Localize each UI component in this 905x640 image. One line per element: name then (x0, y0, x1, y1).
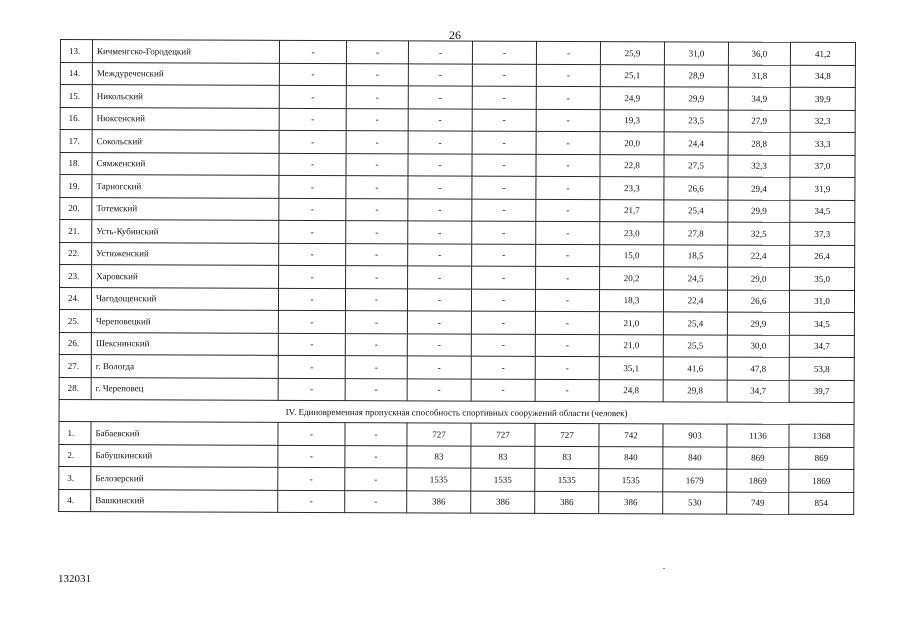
value-cell: 32,3 (728, 155, 790, 178)
value-cell: 386 (599, 491, 663, 514)
row-number: 27. (59, 354, 91, 377)
value-cell: - (472, 131, 536, 154)
table-row (59, 309, 854, 335)
value-cell: - (345, 378, 407, 401)
value-cell: - (346, 221, 408, 244)
value-cell: 83 (535, 446, 599, 469)
table-row (60, 220, 855, 246)
value-cell: - (471, 379, 535, 402)
value-cell: - (536, 131, 600, 154)
value-cell: - (407, 356, 471, 379)
value-cell: 41,2 (790, 42, 855, 65)
capacity-rows (59, 421, 854, 514)
value-cell: - (536, 41, 600, 64)
value-cell: 727 (471, 423, 535, 446)
value-cell: - (345, 288, 407, 311)
row-number: 23. (60, 265, 92, 288)
value-cell: - (346, 131, 408, 154)
value-cell: - (278, 490, 345, 513)
value-cell: - (345, 445, 407, 468)
value-cell: - (472, 199, 536, 222)
row-number: 28. (59, 377, 91, 400)
table-row (60, 85, 855, 111)
value-cell: - (408, 108, 472, 131)
value-cell: 23,5 (664, 109, 728, 132)
table-row (59, 444, 854, 470)
district-name: Никольский (92, 85, 279, 108)
value-cell: 34,5 (789, 312, 854, 335)
value-cell: 530 (663, 491, 727, 514)
table-row (60, 130, 855, 156)
district-name: Кичменгско-Городецкий (92, 40, 279, 63)
value-cell: - (471, 289, 535, 312)
value-cell: 32,5 (728, 222, 790, 245)
value-cell: 25,4 (663, 312, 727, 335)
value-cell: 869 (789, 447, 854, 470)
value-cell: - (345, 423, 407, 446)
value-cell: - (278, 422, 345, 445)
value-cell: 840 (663, 446, 727, 469)
value-cell: 1679 (663, 469, 727, 492)
district-name: Тотемский (92, 197, 279, 220)
value-cell: 25,4 (664, 199, 728, 222)
table-row (59, 354, 854, 380)
table-row (59, 421, 854, 447)
value-cell: 29,0 (728, 267, 790, 290)
value-cell: - (408, 221, 472, 244)
data-table (58, 39, 856, 515)
district-name: Сямженский (92, 152, 279, 175)
value-cell: - (346, 243, 408, 266)
value-cell: 29,9 (728, 200, 790, 223)
value-cell: 33,3 (790, 132, 855, 155)
value-cell: - (472, 266, 536, 289)
value-cell: - (408, 153, 472, 176)
value-cell: - (536, 154, 600, 177)
row-number: 25. (59, 309, 91, 332)
value-cell: - (471, 334, 535, 357)
value-cell: 37,0 (790, 155, 855, 178)
value-cell: 83 (407, 445, 471, 468)
value-cell: - (279, 198, 346, 221)
value-cell: 29,9 (727, 312, 789, 335)
value-cell: 386 (471, 491, 535, 514)
value-cell: - (535, 289, 599, 312)
table-row (60, 265, 855, 291)
value-cell: - (279, 220, 346, 243)
district-rows (59, 40, 855, 403)
value-cell: 22,4 (728, 245, 790, 268)
value-cell: 26,4 (790, 245, 855, 268)
value-cell: 869 (727, 447, 789, 470)
value-cell: 34,5 (790, 200, 855, 223)
value-cell: 21,0 (599, 334, 663, 357)
table-row (59, 332, 854, 358)
value-cell: 53,8 (789, 357, 854, 380)
value-cell: - (536, 199, 600, 222)
value-cell: 31,9 (790, 177, 855, 200)
row-number: 21. (60, 220, 92, 243)
value-cell: - (472, 109, 536, 132)
row-number: 4. (59, 489, 91, 512)
value-cell: - (279, 265, 346, 288)
value-cell: 39,9 (790, 87, 855, 110)
value-cell: - (408, 63, 472, 86)
table-row (60, 242, 855, 268)
district-name: Вашкинский (91, 489, 278, 512)
table-row (59, 489, 854, 515)
value-cell: 35,1 (599, 357, 663, 380)
value-cell: - (536, 221, 600, 244)
value-cell: - (346, 41, 408, 64)
value-cell: - (346, 266, 408, 289)
value-cell: 22,8 (600, 154, 664, 177)
value-cell: 386 (535, 491, 599, 514)
value-cell: - (471, 311, 535, 334)
value-cell: - (536, 86, 600, 109)
value-cell: 25,1 (600, 64, 664, 87)
value-cell: - (536, 176, 600, 199)
value-cell: 25,5 (663, 334, 727, 357)
value-cell: 1535 (471, 468, 535, 491)
district-name: Тарногский (92, 175, 279, 198)
value-cell: 1368 (789, 424, 854, 447)
value-cell: 29,8 (663, 379, 727, 402)
value-cell: 840 (599, 446, 663, 469)
value-cell: - (408, 131, 472, 154)
value-cell: 27,9 (728, 110, 790, 133)
value-cell: 29,4 (728, 177, 790, 200)
value-cell: 39,7 (789, 380, 854, 403)
row-number: 26. (59, 332, 91, 355)
row-number: 22. (60, 242, 92, 265)
section-header-row (59, 399, 854, 424)
value-cell: - (279, 108, 346, 131)
value-cell: 26,6 (727, 290, 789, 313)
district-name: Устюженский (92, 242, 279, 265)
value-cell: - (536, 244, 600, 267)
scan-speck (663, 568, 665, 569)
value-cell: 1535 (407, 468, 471, 491)
district-name: Чагодощенский (91, 287, 278, 310)
value-cell: - (472, 244, 536, 267)
value-cell: - (279, 243, 346, 266)
row-number: 15. (60, 85, 92, 108)
value-cell: 34,7 (789, 335, 854, 358)
value-cell: 26,6 (664, 177, 728, 200)
value-cell: 32,3 (790, 110, 855, 133)
value-cell: - (345, 333, 407, 356)
value-cell: 35,0 (790, 267, 855, 290)
value-cell: 41,6 (663, 357, 727, 380)
table-row (60, 175, 855, 201)
value-cell: 18,3 (599, 289, 663, 312)
value-cell: - (346, 198, 408, 221)
value-cell: - (408, 86, 472, 109)
value-cell: 23,0 (600, 222, 664, 245)
value-cell: 23,3 (600, 177, 664, 200)
value-cell: 34,7 (727, 380, 789, 403)
table-row (60, 197, 855, 223)
value-cell: - (535, 379, 599, 402)
value-cell: 83 (471, 446, 535, 469)
value-cell: - (278, 378, 345, 401)
value-cell: - (472, 64, 536, 87)
section-title: IV. Единовременная пропускная способность спортивных сооружений области (человек) (59, 399, 854, 424)
row-number: 14. (60, 62, 92, 85)
value-cell: - (346, 63, 408, 86)
value-cell: - (407, 288, 471, 311)
value-cell: - (536, 64, 600, 87)
value-cell: - (346, 176, 408, 199)
district-name: Череповецкий (91, 310, 278, 333)
value-cell: 29,9 (664, 87, 728, 110)
value-cell: - (407, 378, 471, 401)
value-cell: 36,0 (728, 42, 790, 65)
row-number: 2. (59, 444, 91, 467)
value-cell: - (536, 109, 600, 132)
value-cell: 903 (663, 424, 727, 447)
value-cell: - (278, 355, 345, 378)
table-row (59, 466, 854, 492)
value-cell: 31,0 (789, 290, 854, 313)
district-name: г. Вологда (91, 355, 278, 378)
value-cell: 742 (599, 424, 663, 447)
value-cell: - (346, 108, 408, 131)
value-cell: 31,8 (728, 65, 790, 88)
value-cell: - (407, 311, 471, 334)
table-row (59, 377, 854, 403)
district-name: г. Череповец (91, 377, 278, 400)
row-number: 20. (60, 197, 92, 220)
value-cell: - (472, 154, 536, 177)
district-name: Нюксенский (92, 107, 279, 130)
value-cell: 34,8 (790, 65, 855, 88)
value-cell: 37,3 (790, 222, 855, 245)
district-name: Белозерский (91, 467, 278, 490)
value-cell: - (471, 356, 535, 379)
page-number: 26 (449, 28, 461, 42)
row-number: 19. (60, 175, 92, 198)
value-cell: 27,5 (664, 154, 728, 177)
table-row (60, 62, 855, 88)
district-name: Междуреченский (92, 62, 279, 85)
value-cell: 28,8 (728, 132, 790, 155)
value-cell: - (278, 333, 345, 356)
value-cell: 386 (407, 490, 471, 513)
row-number: 13. (60, 40, 92, 63)
value-cell: - (345, 490, 407, 513)
row-number: 24. (59, 287, 91, 310)
value-cell: - (408, 176, 472, 199)
value-cell: 24,8 (599, 379, 663, 402)
row-number: 17. (60, 130, 92, 153)
value-cell: - (472, 41, 536, 64)
table-row (60, 152, 855, 178)
value-cell: 1535 (599, 469, 663, 492)
value-cell: 1136 (727, 424, 789, 447)
value-cell: - (346, 153, 408, 176)
value-cell: - (278, 288, 345, 311)
row-number: 1. (59, 421, 91, 444)
value-cell: 30,0 (727, 335, 789, 358)
value-cell: - (279, 63, 346, 86)
value-cell: - (346, 86, 408, 109)
district-name: Бабаевский (91, 422, 278, 445)
value-cell: 47,8 (727, 357, 789, 380)
value-cell: - (536, 266, 600, 289)
value-cell: 27,8 (664, 222, 728, 245)
value-cell: - (345, 356, 407, 379)
value-cell: - (345, 468, 407, 491)
value-cell: - (279, 40, 346, 63)
value-cell: 28,9 (664, 64, 728, 87)
value-cell: - (408, 198, 472, 221)
value-cell: 25,9 (600, 42, 664, 65)
value-cell: 1869 (727, 469, 789, 492)
row-number: 18. (60, 152, 92, 175)
value-cell: 24,9 (600, 87, 664, 110)
value-cell: 1535 (535, 468, 599, 491)
value-cell: 31,0 (664, 42, 728, 65)
district-name: Сокольский (92, 130, 279, 153)
value-cell: 749 (727, 492, 789, 515)
value-cell: - (535, 311, 599, 334)
value-cell: 24,5 (664, 267, 728, 290)
value-cell: 34,9 (728, 87, 790, 110)
district-name: Усть-Кубинский (92, 220, 279, 243)
row-number: 16. (60, 107, 92, 130)
table-row (60, 107, 855, 133)
value-cell: 21,7 (600, 199, 664, 222)
value-cell: - (278, 445, 345, 468)
value-cell: - (472, 176, 536, 199)
value-cell: - (472, 221, 536, 244)
value-cell: 20,0 (600, 132, 664, 155)
value-cell: - (408, 243, 472, 266)
value-cell: 22,4 (663, 289, 727, 312)
value-cell: 727 (535, 423, 599, 446)
row-number: 3. (59, 466, 91, 489)
value-cell: 19,3 (600, 109, 664, 132)
value-cell: - (279, 175, 346, 198)
value-cell: - (535, 334, 599, 357)
value-cell: - (278, 467, 345, 490)
value-cell: - (472, 86, 536, 109)
value-cell: - (279, 153, 346, 176)
value-cell: 15,0 (600, 244, 664, 267)
value-cell: - (345, 311, 407, 334)
value-cell: - (278, 310, 345, 333)
value-cell: 727 (407, 423, 471, 446)
value-cell: 1869 (789, 469, 854, 492)
value-cell: 20,2 (600, 267, 664, 290)
value-cell: - (408, 266, 472, 289)
district-name: Харовский (92, 265, 279, 288)
table-row (60, 40, 855, 66)
district-name: Шекснинский (91, 332, 278, 355)
value-cell: 24,4 (664, 132, 728, 155)
district-name: Бабушкинский (91, 444, 278, 467)
value-cell: - (279, 130, 346, 153)
footer-code: 132031 (58, 573, 91, 585)
value-cell: - (408, 41, 472, 64)
value-cell: - (535, 356, 599, 379)
value-cell: 21,0 (599, 312, 663, 335)
table-row (59, 287, 854, 313)
value-cell: 18,5 (664, 244, 728, 267)
value-cell: - (279, 85, 346, 108)
value-cell: 854 (789, 492, 854, 515)
value-cell: - (407, 333, 471, 356)
